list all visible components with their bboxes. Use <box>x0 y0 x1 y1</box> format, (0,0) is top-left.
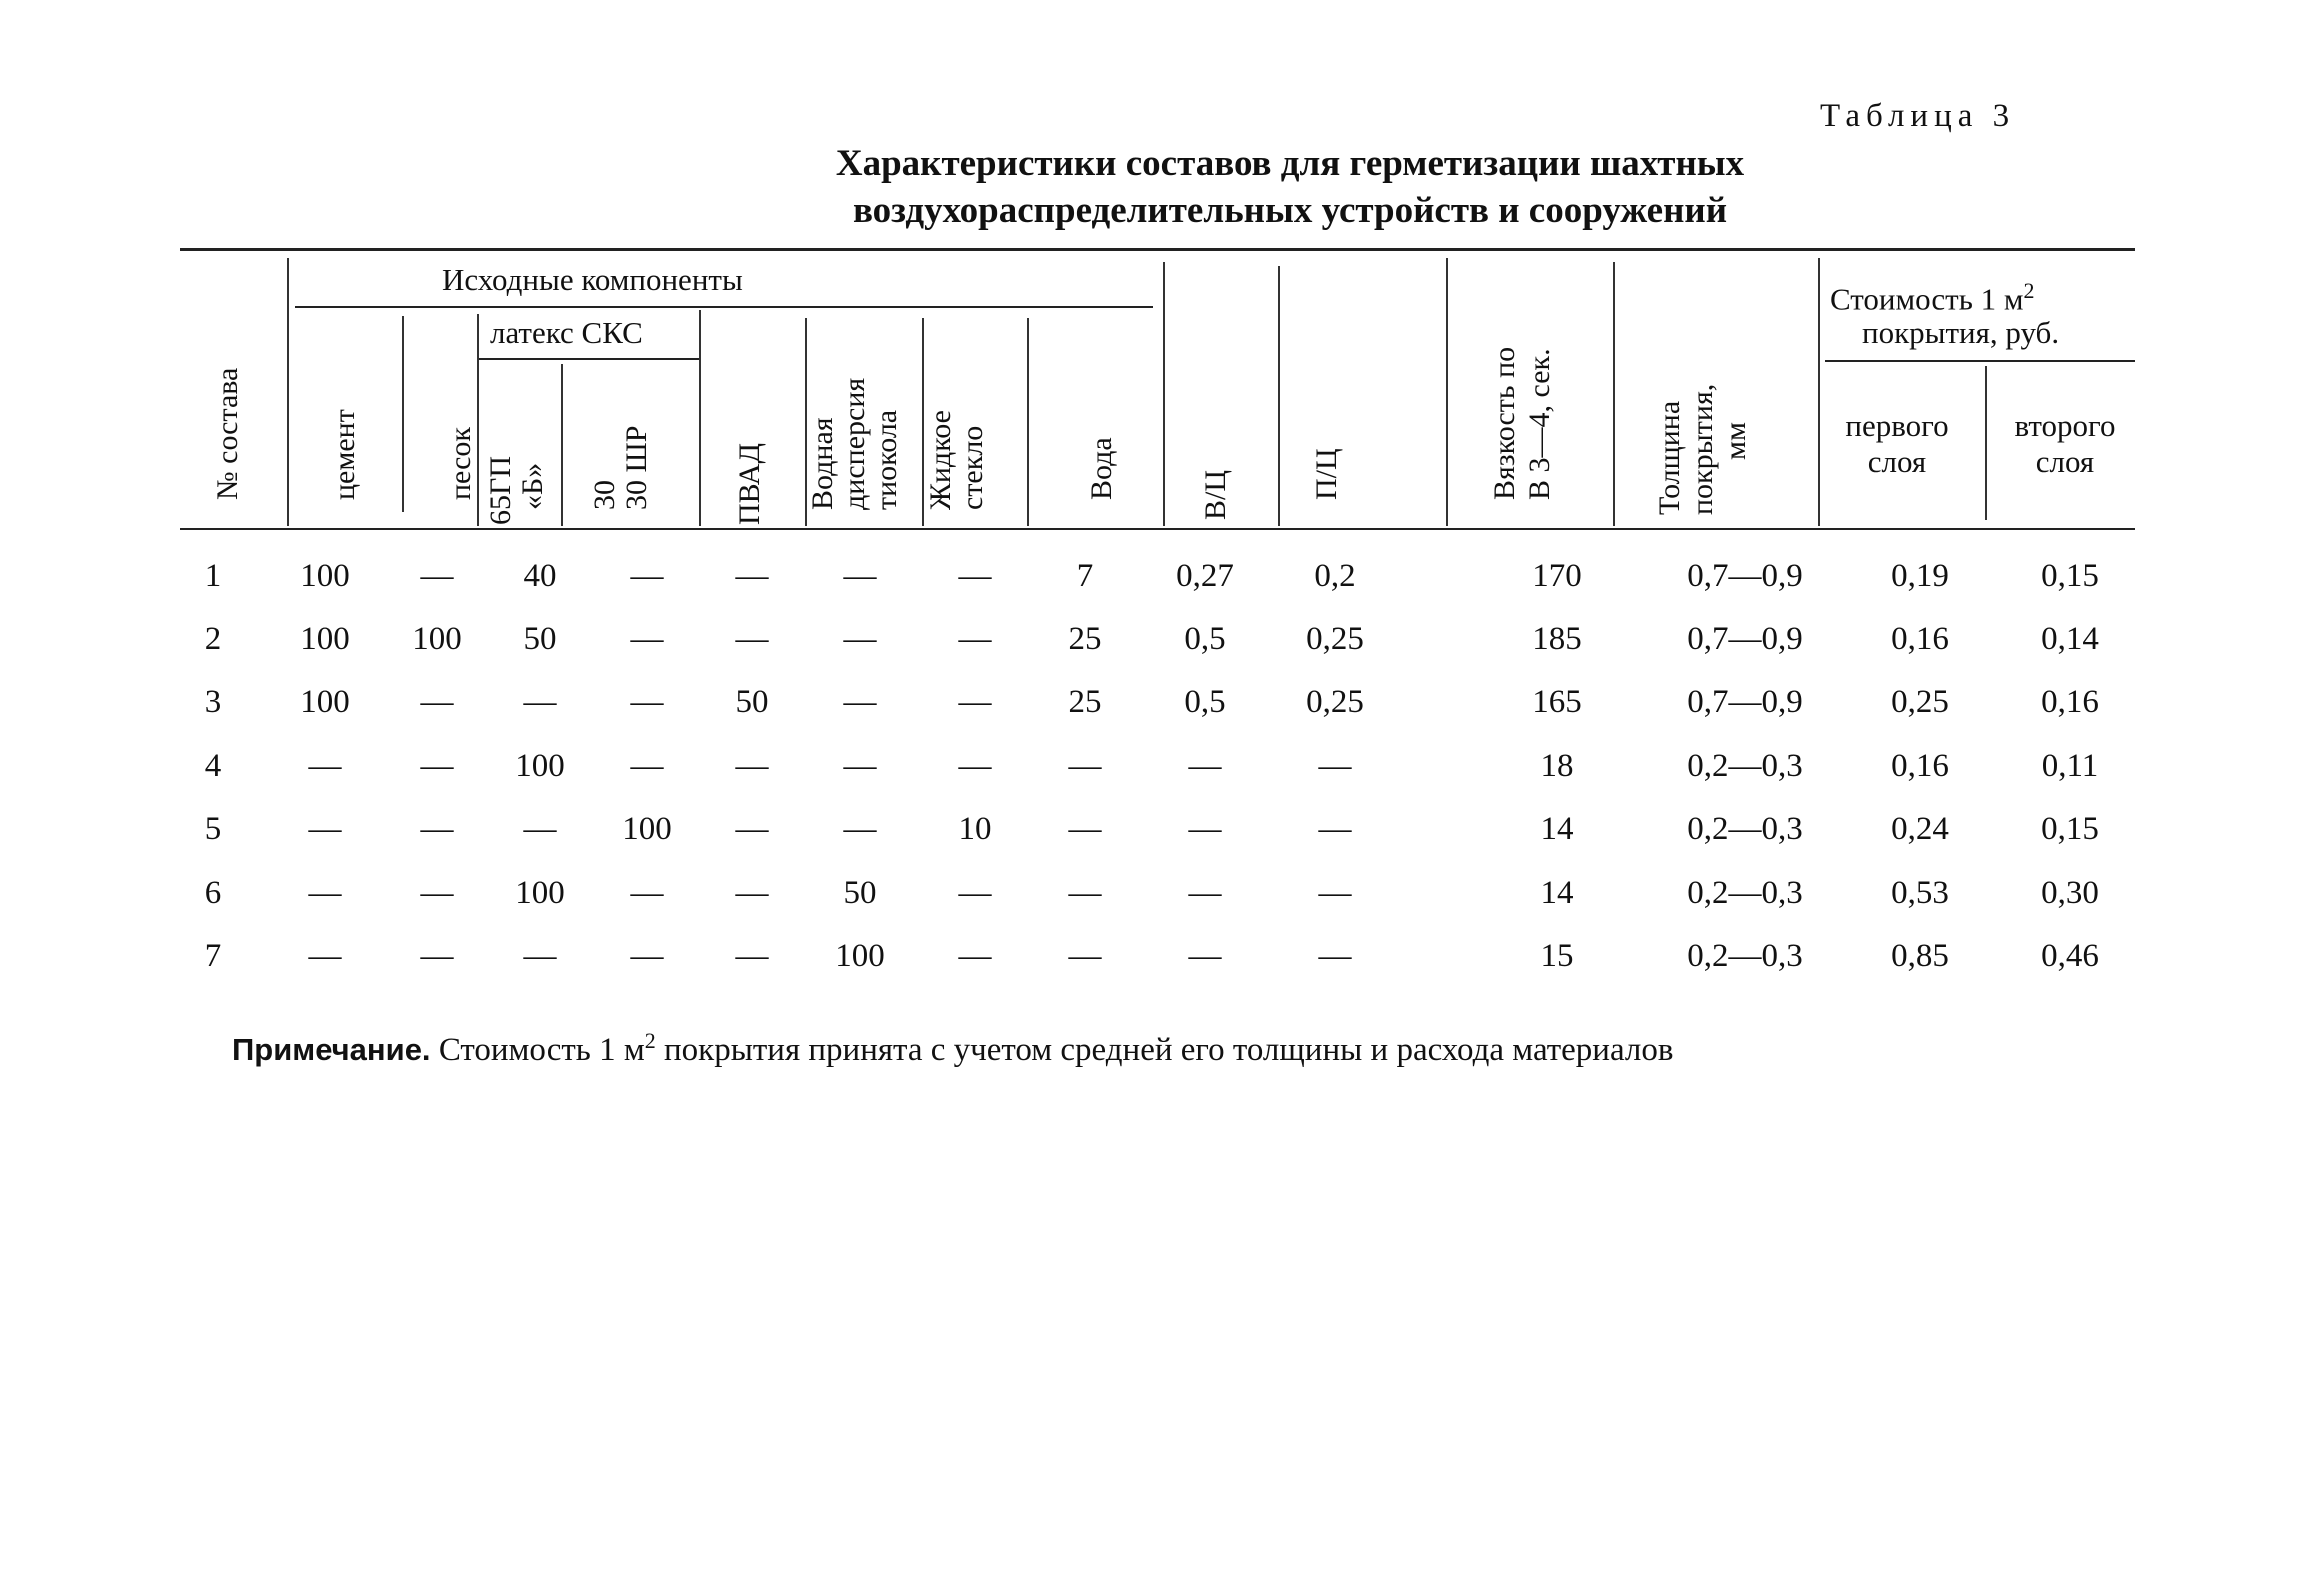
title-line-1: Характеристики составов для герметизации шахтных <box>835 143 1745 184</box>
header-first-layer <box>1822 408 1972 480</box>
table-cell: — <box>843 748 877 784</box>
header-first-l2: слоя <box>1867 444 1927 479</box>
header-cost <box>1830 278 2034 317</box>
table-cell: — <box>958 684 992 720</box>
note-text-a: Стоимость 1 м <box>438 1032 645 1068</box>
table-cell: — <box>420 558 454 594</box>
row-number-cell: 3 <box>204 684 222 720</box>
col-divider <box>1446 258 1448 526</box>
row-number-cell: 2 <box>204 621 222 657</box>
header-second-layer <box>1990 408 2140 480</box>
table-number: Таблица 3 <box>1820 98 2016 134</box>
col-divider <box>1027 318 1029 526</box>
table-cell: 0,16 <box>1891 621 1949 657</box>
table-cell: 0,11 <box>2041 748 2099 784</box>
col-divider <box>477 314 479 526</box>
table-cell: — <box>1188 938 1222 974</box>
table-cell: 100 <box>300 558 350 594</box>
table-cell: 0,2—0,3 <box>1687 938 1803 974</box>
table-cell: 25 <box>1068 684 1102 720</box>
col-divider <box>1985 366 1987 520</box>
table-cell: — <box>1188 875 1222 911</box>
table-cell: — <box>1188 811 1222 847</box>
table-cell: 100 <box>515 875 565 911</box>
header-glass-l1: Жидкое <box>924 410 957 510</box>
table-cell: — <box>958 875 992 911</box>
table-cell: 100 <box>622 811 672 847</box>
header-thiokol-l2: дисперсия <box>838 377 871 510</box>
header-wc: В/Ц <box>1199 469 1232 520</box>
col-divider <box>1613 262 1615 526</box>
table-cell: — <box>958 938 992 974</box>
table-cell: 0,53 <box>1891 875 1949 911</box>
row-number-cell: 4 <box>204 748 222 784</box>
header-cost-text: Стоимость 1 м <box>1830 281 2024 317</box>
table-cell: 25 <box>1068 621 1102 657</box>
table-cell: 50 <box>735 684 769 720</box>
table-cell: 0,46 <box>2041 938 2099 974</box>
table-cell: 0,19 <box>1891 558 1949 594</box>
note-sup: 2 <box>644 1028 656 1053</box>
header-thiokol-l1: Водная <box>806 417 839 510</box>
table-cell: 50 <box>523 621 557 657</box>
table-cell: — <box>630 558 664 594</box>
table-cell: — <box>420 938 454 974</box>
col-divider <box>1818 258 1820 526</box>
header-second-l2: слоя <box>2035 444 2095 479</box>
header-thiokol-l3: тиокола <box>870 409 903 510</box>
table-cell: 0,2—0,3 <box>1687 748 1803 784</box>
table-cell: 100 <box>835 938 885 974</box>
col-divider <box>1278 266 1280 526</box>
header-latex-b-l2: 30 ШР <box>620 425 653 510</box>
table-cell: 0,16 <box>2041 684 2099 720</box>
col-divider <box>561 364 563 526</box>
header-bottom-rule <box>180 528 2135 530</box>
table-cell: — <box>958 748 992 784</box>
table-cell: — <box>308 875 342 911</box>
header-thickness-l2: покрытия, <box>1686 383 1719 515</box>
table-cell: — <box>735 748 769 784</box>
header-thickness-l1: Толщина <box>1653 400 1686 515</box>
header-thickness-l3: мм <box>1719 422 1752 460</box>
row-number-cell: 6 <box>204 875 222 911</box>
header-first-l1: первого <box>1845 408 1949 443</box>
table-cell: 0,25 <box>1891 684 1949 720</box>
table-cell: — <box>523 938 557 974</box>
table-cell: — <box>735 621 769 657</box>
table-cell: — <box>843 811 877 847</box>
table-cell: 14 <box>1540 811 1574 847</box>
table-cell: — <box>420 748 454 784</box>
table-cell: 100 <box>300 684 350 720</box>
table-cell: 0,7—0,9 <box>1687 621 1803 657</box>
header-latex-b-l1: 30 <box>588 480 621 510</box>
table-cell: — <box>1068 748 1102 784</box>
table-cell: — <box>308 748 342 784</box>
header-second-l1: второго <box>2014 408 2116 443</box>
table-cell: 0,16 <box>1891 748 1949 784</box>
table-cell: — <box>1318 875 1352 911</box>
table-cell: — <box>843 684 877 720</box>
header-cost-sup: 2 <box>2023 278 2035 303</box>
row-number-cell: 7 <box>204 938 222 974</box>
table-cell: — <box>1318 748 1352 784</box>
table-cell: 0,30 <box>2041 875 2099 911</box>
table-cell: — <box>420 811 454 847</box>
table-cell: — <box>630 621 664 657</box>
table-title <box>660 140 1920 234</box>
table-cell: — <box>630 684 664 720</box>
table-cell: — <box>523 684 557 720</box>
col-divider <box>402 316 404 512</box>
table-cell: — <box>735 811 769 847</box>
components-rule <box>295 306 1153 308</box>
table-cell: 165 <box>1532 684 1582 720</box>
table-cell: 0,2—0,3 <box>1687 811 1803 847</box>
col-divider <box>699 310 701 526</box>
table-cell: 0,5 <box>1184 621 1226 657</box>
header-cement: цемент <box>328 409 361 500</box>
table-cell: 7 <box>1076 558 1094 594</box>
table-cell: 100 <box>515 748 565 784</box>
table-cell: 0,15 <box>2041 811 2099 847</box>
table-cell: 0,2—0,3 <box>1687 875 1803 911</box>
table-note <box>232 1028 1673 1069</box>
header-latex: латекс СКС <box>490 315 643 350</box>
table-cell: 0,25 <box>1306 684 1364 720</box>
header-pc: П/Ц <box>1310 448 1343 500</box>
table-cell: — <box>1068 811 1102 847</box>
table-cell: — <box>735 558 769 594</box>
header-sand: песок <box>444 426 477 500</box>
header-cost-line2: покрытия, руб. <box>1862 315 2060 350</box>
table-cell: 0,5 <box>1184 684 1226 720</box>
table-cell: — <box>420 684 454 720</box>
note-text-b: покрытия принята с учетом средней его толщины и расхода материалов <box>655 1032 1674 1068</box>
table-cell: 100 <box>412 621 462 657</box>
table-cell: 18 <box>1540 748 1574 784</box>
table-cell: — <box>958 621 992 657</box>
table-cell: — <box>630 938 664 974</box>
table-cell: — <box>843 558 877 594</box>
header-viscosity-l1: Вязкость по <box>1488 346 1521 500</box>
table-top-rule <box>180 248 2135 251</box>
table-cell: — <box>843 621 877 657</box>
header-water: Вода <box>1085 437 1118 500</box>
header-pvad: ПВАД <box>733 443 766 525</box>
table-cell: — <box>420 875 454 911</box>
note-label: Примечание. <box>232 1032 431 1067</box>
cost-rule <box>1825 360 2135 362</box>
table-cell: 0,24 <box>1891 811 1949 847</box>
table-cell: — <box>308 938 342 974</box>
table-cell: — <box>735 875 769 911</box>
table-cell: 0,7—0,9 <box>1687 684 1803 720</box>
latex-rule <box>477 358 699 360</box>
header-viscosity-l2: В 3—4, сек. <box>1523 348 1556 500</box>
table-cell: 15 <box>1540 938 1574 974</box>
header-components: Исходные компоненты <box>442 262 743 297</box>
table-cell: 14 <box>1540 875 1574 911</box>
table-cell: — <box>958 558 992 594</box>
table-cell: 0,27 <box>1176 558 1234 594</box>
header-num: № состава <box>211 367 244 500</box>
table-cell: — <box>308 811 342 847</box>
table-cell: — <box>1068 875 1102 911</box>
table-cell: 170 <box>1532 558 1582 594</box>
table-cell: 0,25 <box>1306 621 1364 657</box>
table-cell: — <box>735 938 769 974</box>
table-cell: — <box>1318 811 1352 847</box>
row-number-cell: 5 <box>204 811 222 847</box>
header-latex-a-l2: «Б» <box>516 462 549 510</box>
table-cell: 0,85 <box>1891 938 1949 974</box>
table-cell: — <box>523 811 557 847</box>
table-cell: 0,2 <box>1314 558 1356 594</box>
table-cell: 10 <box>958 811 992 847</box>
row-number-cell: 1 <box>204 558 222 594</box>
table-cell: 0,15 <box>2041 558 2099 594</box>
table-cell: — <box>1188 748 1222 784</box>
table-cell: 50 <box>843 875 877 911</box>
table-cell: — <box>630 748 664 784</box>
table-cell: 40 <box>523 558 557 594</box>
table-cell: 100 <box>300 621 350 657</box>
col-divider <box>287 258 289 526</box>
table-cell: — <box>1318 938 1352 974</box>
col-divider <box>1163 262 1165 526</box>
header-latex-a-l1: 65ГП <box>484 455 517 525</box>
table-cell: 185 <box>1532 621 1582 657</box>
table-cell: — <box>1068 938 1102 974</box>
table-cell: — <box>630 875 664 911</box>
table-cell: 0,14 <box>2041 621 2099 657</box>
header-glass-l2: стекло <box>956 425 989 510</box>
table-cell: 0,7—0,9 <box>1687 558 1803 594</box>
title-line-2: воздухораспределительных устройств и сооружений <box>852 190 1728 231</box>
